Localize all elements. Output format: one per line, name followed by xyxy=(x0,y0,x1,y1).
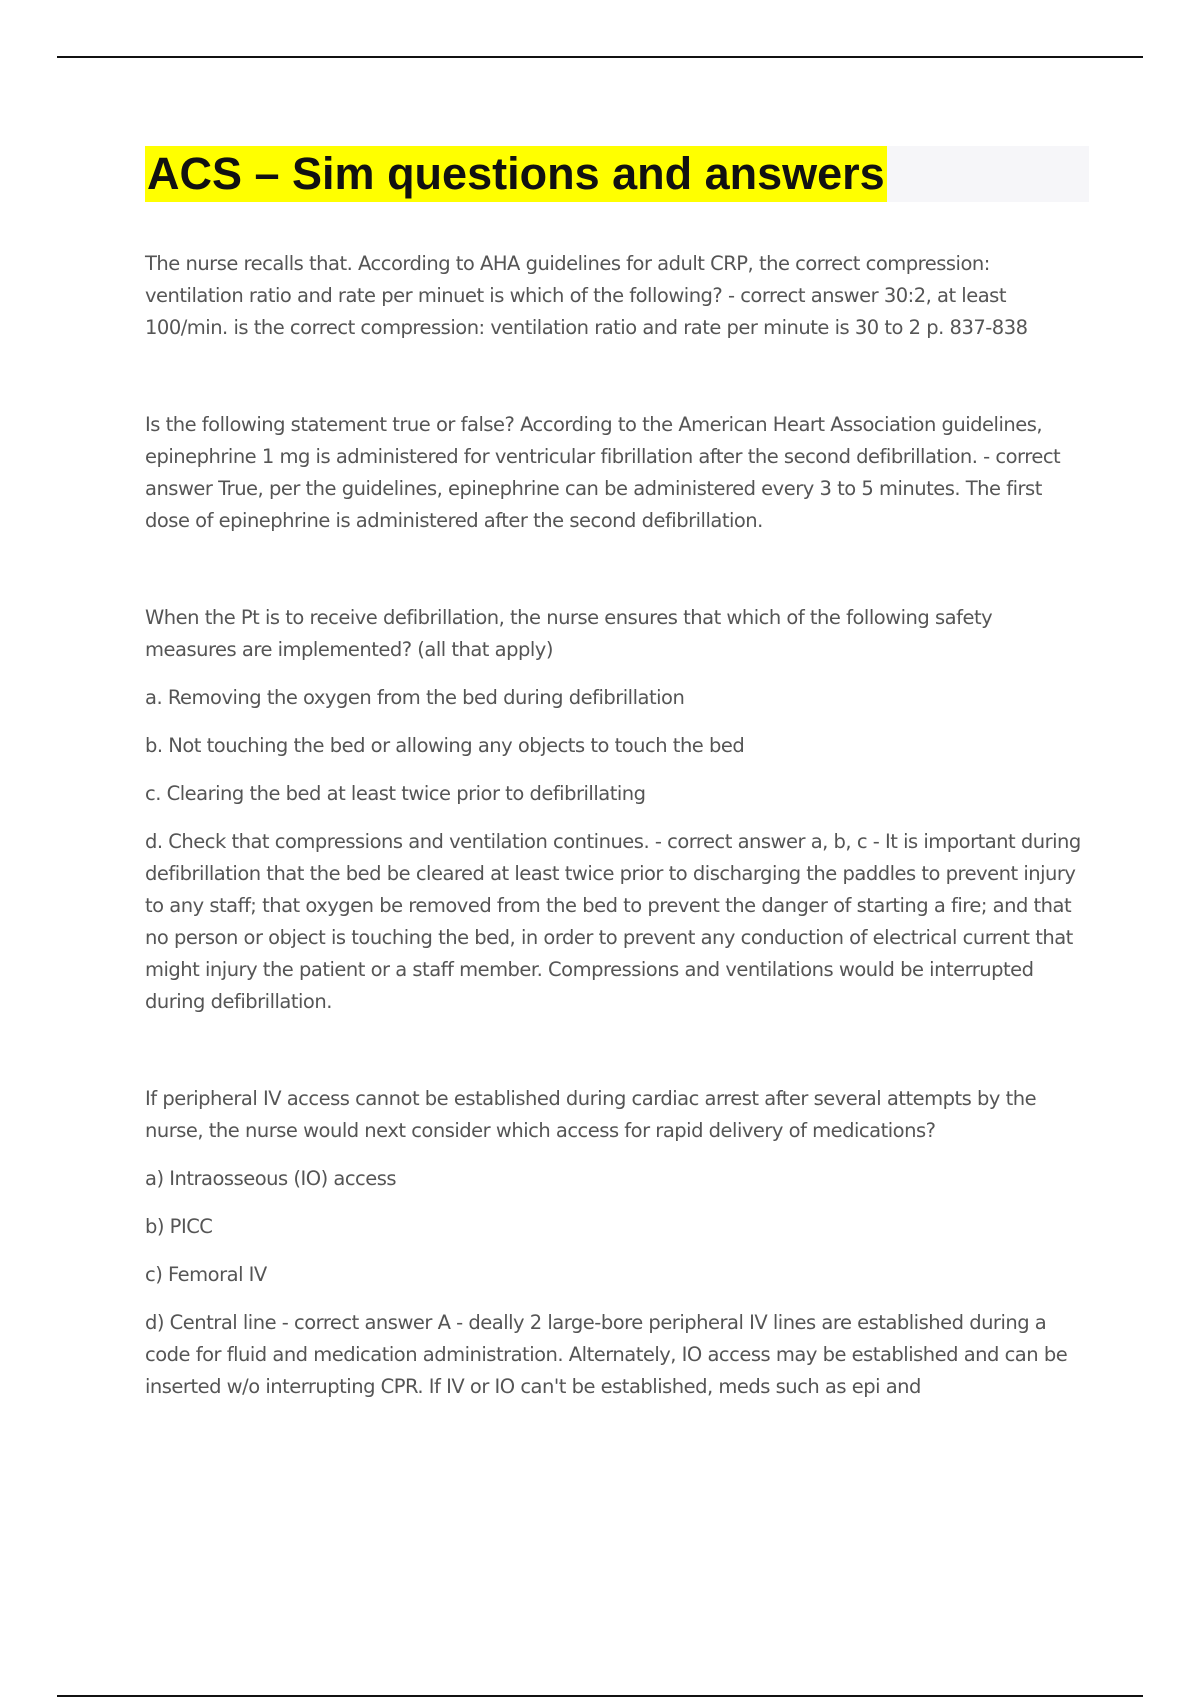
top-divider xyxy=(57,56,1143,58)
document-title: ACS – Sim questions and answers xyxy=(145,146,887,202)
question-3-option-a: a. Removing the oxygen from the bed during defibrillation xyxy=(145,686,685,709)
question-3: When the Pt is to receive defibrillation, the nurse ensures that which of the following safety measures are implemented? (all that apply) xyxy=(145,606,993,661)
question-4-option-d-answer: d) Central line - correct answer A - deally 2 large-bore peripheral IV lines are established during a code for fluid and medication administration. Alternately, IO access may be established and can be inserted w/o interrupting CPR. If IV or IO can't be established, meds such as epi and xyxy=(145,1311,1068,1398)
question-1: The nurse recalls that. According to AHA guidelines for adult CRP, the correct compression: ventilation ratio and rate per minuet is which of the following? - correct answer 30:2, at least 100/min. is the correct compression: ventilation ratio and rate per minute is 30 to 2 p. 837-838 xyxy=(145,252,1028,339)
question-4: If peripheral IV access cannot be established during cardiac arrest after several attempts by the nurse, the nurse would next consider which access for rapid delivery of medications? xyxy=(145,1087,1037,1142)
question-4-option-a: a) Intraosseous (IO) access xyxy=(145,1167,397,1190)
bottom-divider xyxy=(57,1695,1143,1697)
question-3-option-b: b. Not touching the bed or allowing any objects to touch the bed xyxy=(145,734,745,757)
question-2: Is the following statement true or false? According to the American Heart Association guidelines, epinephrine 1 mg is administered for ventricular fibrillation after the second defibrillation. - correct answer True, per the guidelines, epinephrine can be administered every 3 to 5 minutes. The first dose of epinephrine is administered after the second defibrillation. xyxy=(145,413,1061,532)
document-body xyxy=(145,248,1085,1403)
question-4-option-c: c) Femoral IV xyxy=(145,1263,267,1286)
question-3-option-c: c. Clearing the bed at least twice prior to defibrillating xyxy=(145,782,646,805)
question-4-option-b: b) PICC xyxy=(145,1215,213,1238)
question-3-option-d-answer: d. Check that compressions and ventilation continues. - correct answer a, b, c - It is important during defibrillation that the bed be cleared at least twice prior to discharging the paddles to prevent injury to any staff; that oxygen be removed from the bed to prevent the danger of starting a fire; and that no person or object is touching the bed, in order to prevent any conduction of electrical current that might injury the patient or a staff member. Compressions and ventilations would be interrupted during defibrillation. xyxy=(145,830,1081,1013)
